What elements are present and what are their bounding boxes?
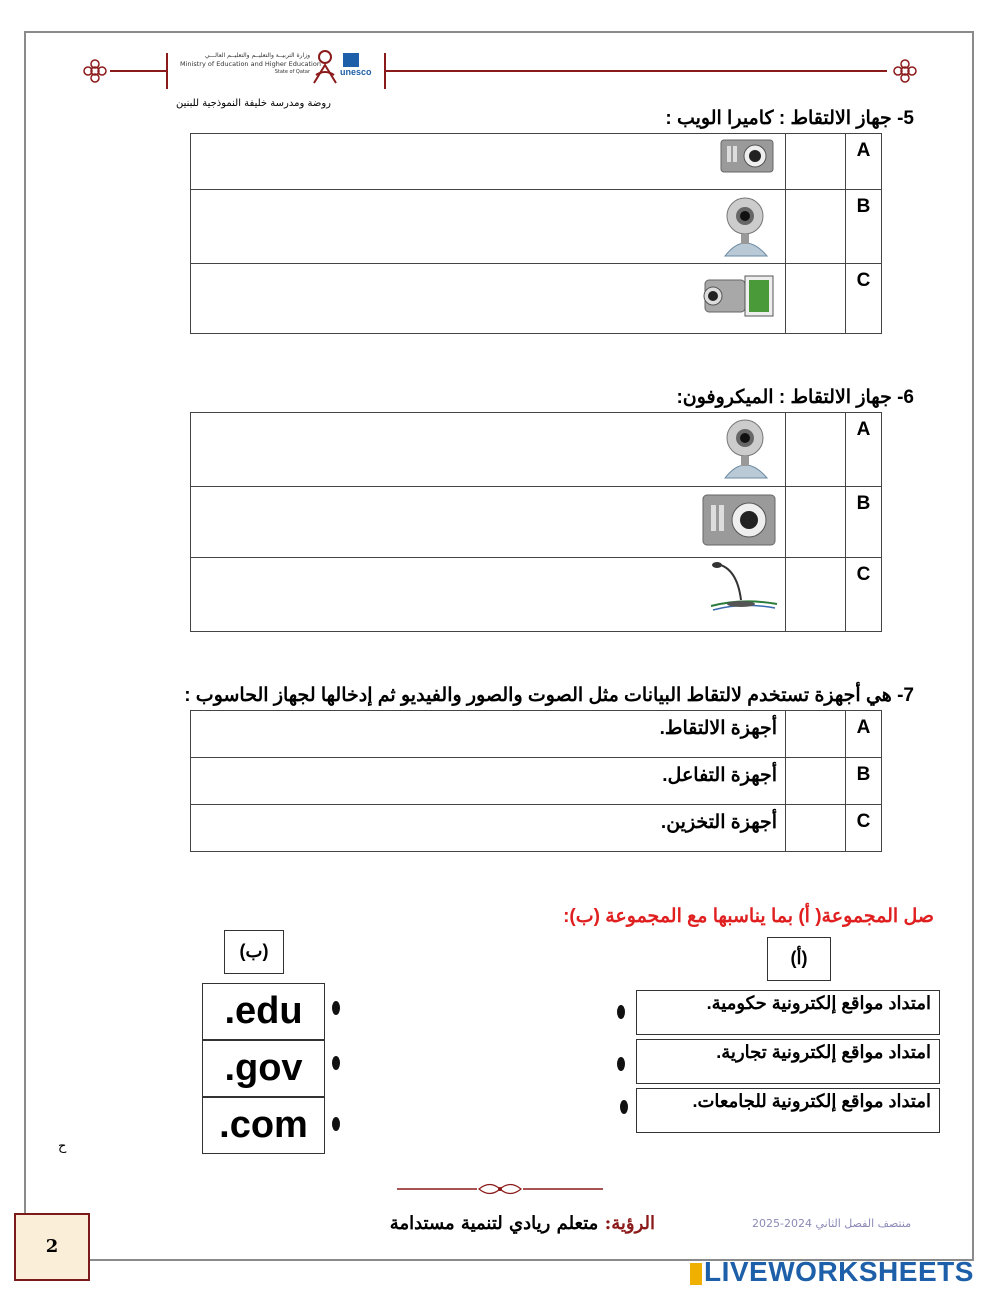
q5-title: 5- جهاز الالتقاط : كاميرا الويب : [665, 108, 914, 129]
ornament-left-icon [82, 58, 108, 84]
q6-option-a-letter: A [846, 413, 882, 487]
ministry-english: Ministry of Education and Higher Education [180, 60, 321, 68]
q6-option-b-image[interactable] [191, 487, 786, 558]
term-label: منتصف الفصل الثاني 2024-2025 [752, 1217, 912, 1230]
vision-text: متعلم ريادي لتنمية مستدامة [389, 1213, 599, 1234]
q5-option-c-letter: C [846, 264, 882, 334]
page-number: 2 [14, 1213, 90, 1281]
q7-option-b-text: أجهزة التفاعل. [191, 758, 786, 805]
header-rule-right [385, 70, 887, 72]
q6-row-a[interactable] [191, 413, 882, 487]
q7-option-c-text: أجهزة التخزين. [191, 805, 786, 852]
group-b-label: (ب) [224, 930, 284, 974]
ministry-logo [180, 52, 321, 76]
unesco-logo [340, 53, 378, 83]
microphone-icon [707, 560, 779, 616]
q5-option-a-answer[interactable] [786, 134, 846, 190]
webcam-icon [711, 416, 783, 484]
q6-option-c-image[interactable] [191, 558, 786, 632]
footer-divider-icon [395, 1180, 605, 1200]
group-b-item-edu[interactable]: .edu [202, 983, 325, 1040]
digital-camera-icon [701, 491, 777, 549]
q6-option-b-letter: B [846, 487, 882, 558]
webcam-icon [711, 194, 783, 262]
q6-option-c-letter: C [846, 558, 882, 632]
q7-option-c-answer[interactable] [786, 805, 846, 852]
group-a-item-1[interactable]: امتداد مواقع إلكترونية حكومية. [636, 990, 940, 1035]
q6-options [190, 412, 882, 632]
q5-option-c-image[interactable] [191, 264, 786, 334]
q7-option-a-text: أجهزة الالتقاط. [191, 711, 786, 758]
ornament-right-icon [892, 58, 918, 84]
group-a-dot-3[interactable] [620, 1100, 628, 1114]
q7-options [190, 710, 882, 852]
qatar-emblem-icon [310, 47, 340, 87]
group-b-dot-1[interactable] [332, 1001, 340, 1015]
q5-row-c[interactable] [191, 264, 882, 334]
q7-row-b[interactable] [191, 758, 882, 805]
state-label: State of Qatar [274, 69, 310, 75]
q6-row-c[interactable] [191, 558, 882, 632]
q6-row-b[interactable] [191, 487, 882, 558]
ministry-arabic: وزارة التربيــة والتعليــم والتعليــم العالـــي [204, 52, 310, 59]
group-b-item-com[interactable]: .com [202, 1097, 325, 1154]
watermark-text: LIVEWORKSHEETS [704, 1256, 974, 1287]
q7-title: 7- هي أجهزة تستخدم لالتقاط البيانات مثل الصوت والصور والفيديو ثم إدخالها لجهاز الحاسوب : [184, 685, 914, 706]
video-camera-icon [699, 266, 779, 328]
q5-options [190, 133, 882, 334]
q6-option-b-answer[interactable] [786, 487, 846, 558]
q7-option-a-letter: A [846, 711, 882, 758]
unesco-temple-icon [343, 53, 359, 67]
q7-row-a[interactable] [191, 711, 882, 758]
header-rule-left [110, 70, 167, 72]
vision-label: الرؤية: [604, 1213, 655, 1234]
matching-title: صل المجموعة( أ) بما يناسبها مع المجموعة (ب): [563, 906, 934, 927]
q6-title: 6- جهاز الالتقاط : الميكروفون: [676, 387, 914, 408]
q7-option-b-letter: B [846, 758, 882, 805]
q5-row-b[interactable] [191, 190, 882, 264]
q6-option-a-answer[interactable] [786, 413, 846, 487]
group-b-item-gov[interactable]: .gov [202, 1040, 325, 1097]
group-b-dot-2[interactable] [332, 1056, 340, 1070]
group-a-item-2[interactable]: امتداد مواقع إلكترونية تجارية. [636, 1039, 940, 1084]
q5-option-b-image[interactable] [191, 190, 786, 264]
q7-option-b-answer[interactable] [786, 758, 846, 805]
q5-row-a[interactable] [191, 134, 882, 190]
group-a-item-3[interactable]: امتداد مواقع إلكترونية للجامعات. [636, 1088, 940, 1133]
group-a-label: (أ) [767, 937, 831, 981]
q7-option-c-letter: C [846, 805, 882, 852]
q7-row-c[interactable] [191, 805, 882, 852]
unesco-label: unesco [340, 67, 372, 77]
footer-vision [390, 1213, 655, 1234]
liveworksheets-logo-icon [690, 1263, 702, 1285]
group-a-dot-1[interactable] [617, 1005, 625, 1019]
q5-option-a-letter: A [846, 134, 882, 190]
q5-option-c-answer[interactable] [786, 264, 846, 334]
q5-option-b-letter: B [846, 190, 882, 264]
q7-option-a-answer[interactable] [786, 711, 846, 758]
header-tick-right [384, 53, 386, 89]
q5-option-b-answer[interactable] [786, 190, 846, 264]
q6-option-a-image[interactable] [191, 413, 786, 487]
q5-option-a-image[interactable] [191, 134, 786, 190]
digital-camera-icon [719, 136, 775, 176]
group-b-dot-3[interactable] [332, 1117, 340, 1131]
stray-character: ح [58, 1139, 67, 1154]
q6-option-c-answer[interactable] [786, 558, 846, 632]
group-a-dot-2[interactable] [617, 1057, 625, 1071]
header-tick-left [166, 53, 168, 89]
school-name: روضة ومدرسة خليفة النموذجية للبنين [176, 98, 331, 109]
liveworksheets-watermark [690, 1256, 974, 1288]
